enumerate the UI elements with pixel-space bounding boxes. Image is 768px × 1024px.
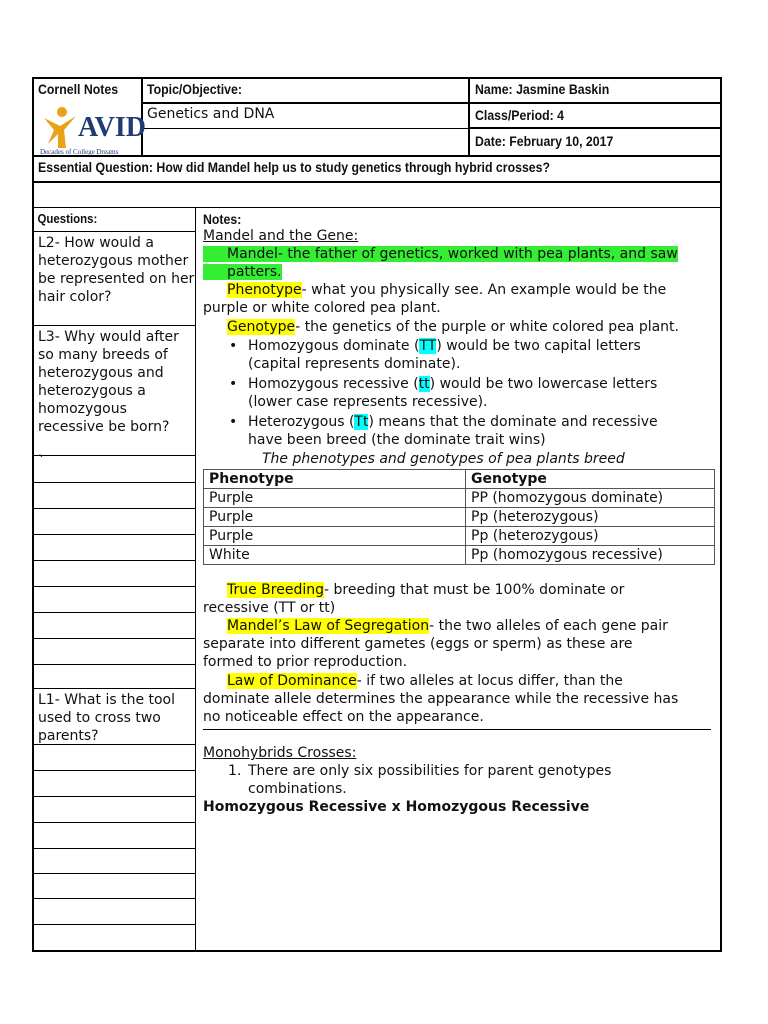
cross-heading: Homozygous Recessive x Homozygous Recessive	[203, 799, 590, 815]
table-cell: Pp (homozygous recessive)	[466, 546, 715, 565]
student-name: Name: Jasmine Baskin	[475, 81, 610, 97]
bullet-homozygous-recessive	[248, 375, 657, 393]
allele-code: tt	[418, 376, 430, 392]
bullet-text: ) means that the dominate and recessive	[368, 414, 658, 430]
topic-divider	[142, 128, 469, 129]
blank-question-cell	[34, 561, 196, 587]
true-breeding-line	[203, 581, 624, 599]
blank-question-cell	[34, 665, 196, 689]
dominance-def-cont: dominate allele determines the appearance while the recessive has	[203, 691, 679, 707]
phenotype-term: Phenotype	[227, 282, 302, 298]
phenotype-def: - what you physically see. An example would be the	[301, 282, 667, 298]
true-breeding-def-cont: recessive (TT or tt)	[203, 600, 336, 616]
bullet-line2: have been breed (the dominate trait wins)	[248, 432, 546, 448]
true-breeding-term: True Breeding	[227, 582, 325, 598]
table-row	[204, 527, 715, 546]
table-row	[204, 546, 715, 565]
numbered-item: There are only six possibilities for parent genotypes	[248, 763, 612, 779]
blank-question-cell	[34, 899, 196, 925]
numbered-item-cont: combinations.	[248, 781, 347, 797]
question-cell	[34, 456, 196, 483]
blank-question-cell	[34, 823, 196, 849]
blank-question-cell	[34, 483, 196, 509]
table-row	[204, 489, 715, 508]
table-cell: Purple	[204, 527, 466, 546]
dominance-def-cont: no noticeable effect on the appearance.	[203, 709, 484, 725]
blank-question-cell	[34, 797, 196, 823]
bullet-text: Heterozygous (	[248, 414, 355, 430]
segregation-line	[203, 617, 668, 635]
avid-figure-icon	[40, 104, 80, 152]
questions-heading-cell	[34, 208, 196, 232]
table-header-row	[204, 470, 715, 489]
blank-question-cell	[34, 613, 196, 639]
bullet-heterozygous	[248, 413, 658, 431]
date: Date: February 10, 2017	[475, 133, 614, 149]
blank-question-cell	[34, 925, 196, 951]
blank-question-cell	[34, 639, 196, 665]
bullet-text: Homozygous dominate (	[248, 338, 420, 354]
segregation-def-cont: separate into different gametes (eggs or sperm) as these are	[203, 636, 633, 652]
table-caption: The phenotypes and genotypes of pea plants breed	[262, 451, 625, 467]
segregation-term: Mandel’s Law of Segregation	[227, 618, 430, 634]
class-period: Class/Period: 4	[475, 107, 565, 123]
dominance-def: - if two alleles at locus differ, than the	[356, 673, 623, 689]
bullet-homozygous-dominate	[248, 337, 641, 355]
bullet-dot: •	[229, 376, 238, 392]
true-breeding-def: - breeding that must be 100% dominate or	[324, 582, 625, 598]
numbered-marker: 1.	[228, 763, 242, 779]
bullet-text: ) would be two lowercase letters	[429, 376, 658, 392]
blank-question-cell	[34, 771, 196, 797]
phenotype-genotype-table	[203, 469, 715, 565]
bullet-line2: (lower case represents recessive).	[248, 394, 488, 410]
table-cell: Purple	[204, 508, 466, 527]
avid-tagline: Decades of College Dreams	[40, 148, 119, 156]
blank-question-cell	[34, 587, 196, 613]
phenotype-line	[203, 281, 666, 299]
segregation-def: - the two alleles of each gene pair	[429, 618, 668, 634]
question-cell	[34, 232, 196, 326]
dominance-line	[203, 672, 623, 690]
question-l3: L3- Why would after so many breeds of heterozygous and heterozygous a homozygous recessive be born?	[38, 329, 179, 435]
monohybrid-title: Monohybrids Crosses:	[203, 745, 357, 761]
section-divider	[203, 729, 711, 730]
question-l1: L1- What is the tool used to cross two parents?	[38, 692, 176, 744]
table-cell: Purple	[204, 489, 466, 508]
table-cell: White	[204, 546, 466, 565]
bullet-line2: (capital represents dominate).	[248, 356, 461, 372]
topic-value: Genetics and DNA	[147, 106, 275, 122]
bullet-dot: •	[229, 414, 238, 430]
bullet-text: ) would be two capital letters	[436, 338, 641, 354]
essential-question: Essential Question: How did Mandel help us to study genetics through hybrid crosses?	[38, 159, 551, 175]
genotype-def: - the genetics of the purple or white colored pea plant.	[295, 319, 679, 335]
blank-question-cell	[34, 535, 196, 561]
blank-question-cell	[34, 849, 196, 874]
avid-logo	[38, 104, 146, 156]
genotype-term: Genotype	[227, 319, 296, 335]
blank-question-cell	[34, 509, 196, 535]
avid-logo-text: AVID	[78, 112, 146, 143]
blank-question-cell	[34, 745, 196, 771]
table-header-cell: Genotype	[466, 470, 715, 489]
questions-heading: Questions:	[37, 211, 98, 226]
question-cell	[34, 689, 196, 745]
table-cell: PP (homozygous dominate)	[466, 489, 715, 508]
question-cell	[34, 326, 196, 456]
table-cell: Pp (heterozygous)	[466, 508, 715, 527]
genotype-line	[203, 318, 679, 336]
bullet-text: Homozygous recessive (	[248, 376, 419, 392]
table-cell: Pp (heterozygous)	[466, 527, 715, 546]
allele-code: Tt	[354, 414, 369, 430]
allele-code: TT	[419, 338, 437, 354]
section-title: Mandel and the Gene:	[203, 228, 359, 244]
question-tick: `	[38, 454, 45, 470]
topic-label: Topic/Objective:	[147, 81, 242, 97]
mandel-highlight: Mandel- the father of genetics, worked with pea plants, and saw patters.	[203, 246, 678, 280]
cornell-notes-label: Cornell Notes	[38, 81, 119, 97]
question-l2: L2- How would a heterozygous mother be represented on her hair color?	[38, 235, 195, 305]
mandel-definition	[203, 245, 715, 281]
notes-heading: Notes:	[203, 211, 242, 227]
bullet-dot: •	[229, 338, 238, 354]
dominance-term: Law of Dominance	[227, 673, 357, 689]
blank-question-cell	[34, 874, 196, 899]
table-header-cell: Phenotype	[204, 470, 466, 489]
table-row	[204, 508, 715, 527]
essential-answer-cell	[33, 182, 721, 208]
segregation-def-cont: formed to prior reproduction.	[203, 654, 408, 670]
phenotype-def-cont: purple or white colored pea plant.	[203, 300, 441, 316]
